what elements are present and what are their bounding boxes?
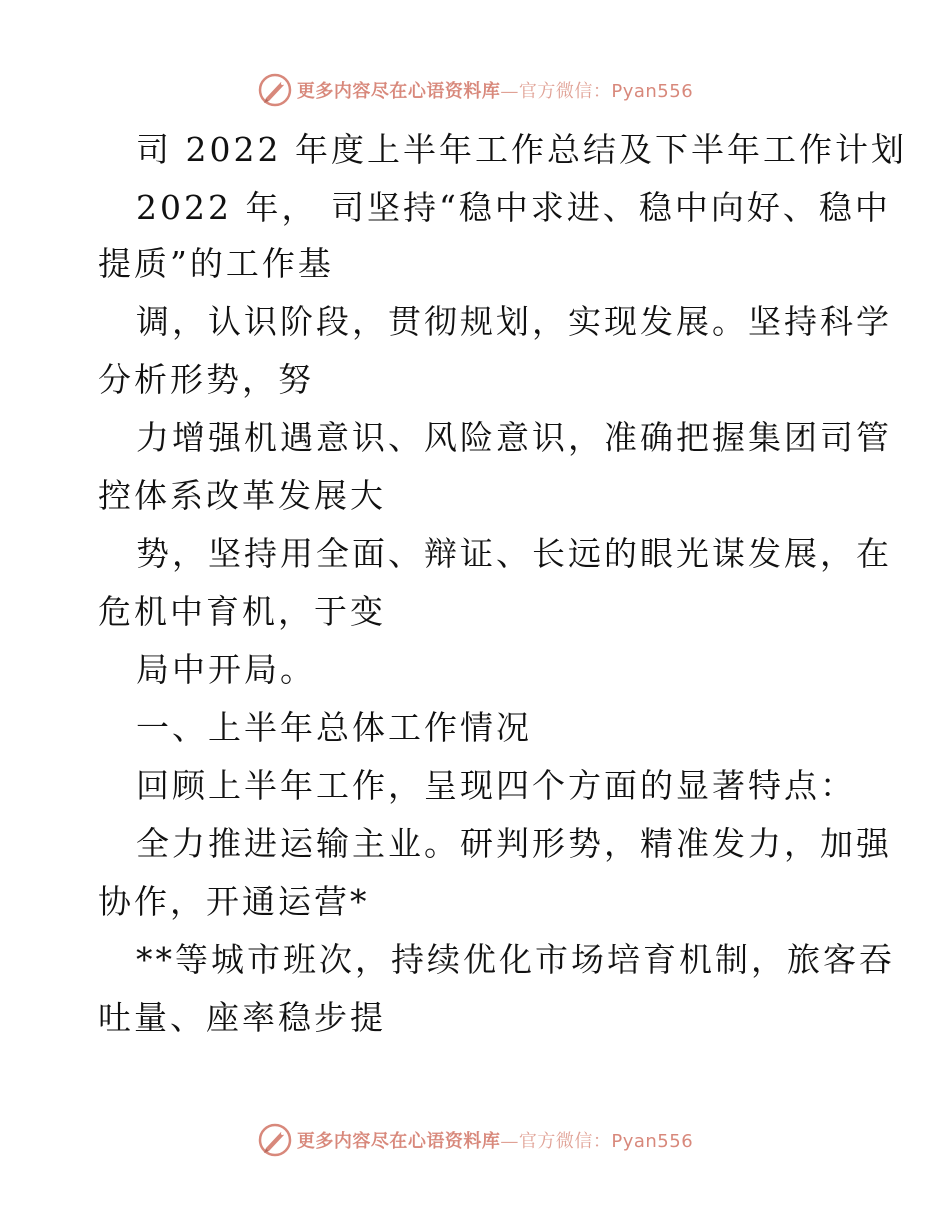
header-watermark (0, 68, 950, 112)
paragraph-line: 局中开局。 (136, 650, 316, 689)
paragraph-line: 全力推进运输主业。研判形势，精准发力，加强 (136, 824, 892, 863)
footer-watermark (0, 1118, 950, 1162)
watermark-text: 更多内容尽在心语资料库—官方微信：Pyan556 (296, 81, 694, 102)
paragraph-line: 调，认识阶段，贯彻规划，实现发展。坚持科学 (136, 302, 892, 341)
paragraph-line: 分析形势，努 (98, 360, 314, 399)
watermark-text: 更多内容尽在心语资料库—官方微信：Pyan556 (296, 1131, 694, 1152)
paragraph-line: 危机中育机，于变 (98, 592, 386, 631)
paragraph-line: 协作，开通运营* (98, 882, 370, 921)
paragraph-line: 控体系改革发展大 (98, 476, 386, 515)
pen-logo-icon (257, 1122, 293, 1158)
paragraph-line: 提质”的工作基 (98, 244, 334, 283)
pen-logo-icon (257, 72, 293, 108)
paragraph-line: 回顾上半年工作，呈现四个方面的显著特点： (136, 766, 856, 805)
paragraph-line: 吐量、座率稳步提 (98, 998, 386, 1037)
document-title: 司 2022 年度上半年工作总结及下半年工作计划 (136, 130, 907, 169)
paragraph-line: 2022 年， 司坚持“稳中求进、稳中向好、稳中 (136, 188, 891, 227)
paragraph-line: **等城市班次，持续优化市场培育机制，旅客吞 (136, 940, 895, 979)
section-heading: 一、上半年总体工作情况 (136, 708, 532, 747)
paragraph-line: 势，坚持用全面、辩证、长远的眼光谋发展，在 (136, 534, 892, 573)
paragraph-line: 力增强机遇意识、风险意识，准确把握集团司管 (136, 418, 892, 457)
